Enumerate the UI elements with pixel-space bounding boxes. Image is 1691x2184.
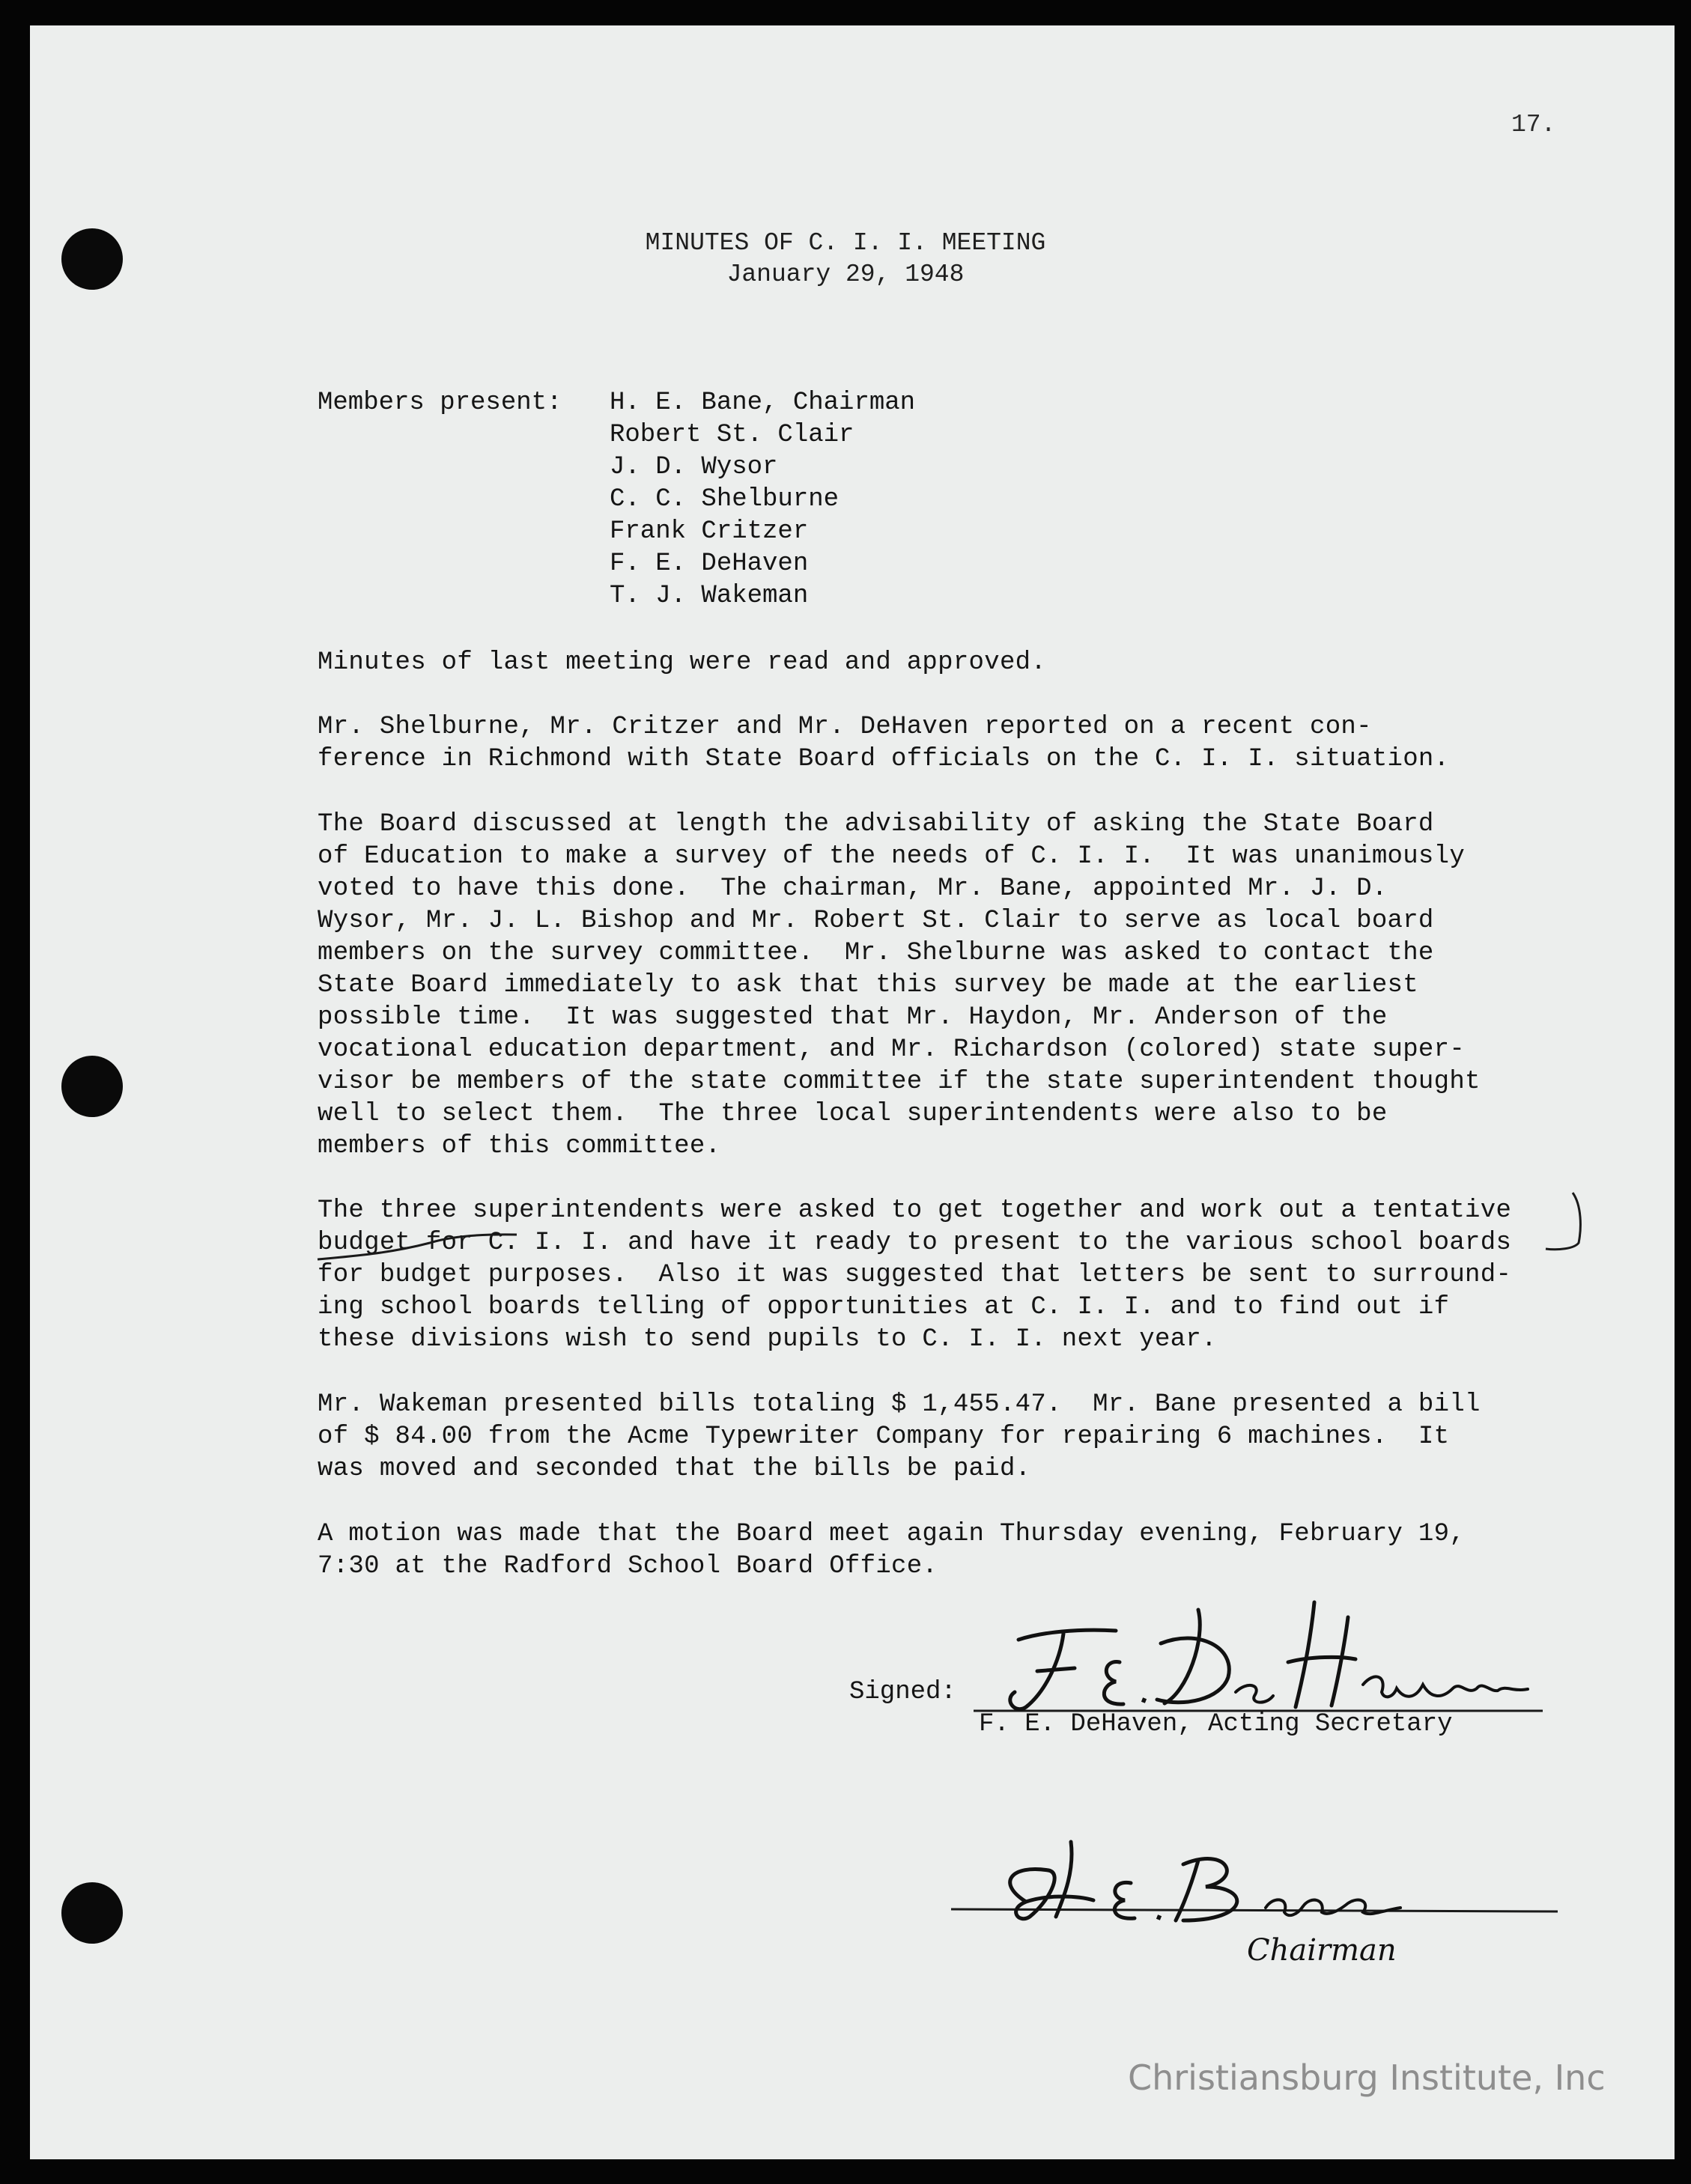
body-line: for budget purposes. Also it was suggested that letters be sent to surround- bbox=[318, 1261, 1512, 1289]
page-number: 17. bbox=[1511, 111, 1556, 139]
body-line: Mr. Shelburne, Mr. Critzer and Mr. DeHaven reported on a recent con- bbox=[318, 713, 1372, 741]
body-line: was moved and seconded that the bills be paid. bbox=[318, 1455, 1031, 1483]
member-name: C. C. Shelburne bbox=[610, 485, 840, 514]
body-line: Wysor, Mr. J. L. Bishop and Mr. Robert St. Clair to serve as local board bbox=[318, 907, 1434, 935]
body-line: possible time. It was suggested that Mr. Haydon, Mr. Anderson of the bbox=[318, 1003, 1388, 1032]
body-line: of Education to make a survey of the needs of C. I. I. It was unanimously bbox=[318, 842, 1466, 871]
body-line: members of this committee. bbox=[318, 1132, 721, 1161]
members-label: Members present: bbox=[318, 389, 562, 417]
body-line: these divisions wish to send pupils to C. I. I. next year. bbox=[318, 1325, 1217, 1354]
watermark: Christiansburg Institute, Inc bbox=[1128, 2057, 1606, 2098]
body-line: ing school boards telling of opportunities at C. I. I. and to find out if bbox=[318, 1293, 1450, 1321]
body-line: The three superintendents were asked to get together and work out a tentative bbox=[318, 1196, 1512, 1225]
member-name: Robert St. Clair bbox=[610, 421, 854, 449]
body-line: 7:30 at the Radford School Board Office. bbox=[318, 1552, 938, 1581]
body-line: members on the survey committee. Mr. Shelburne was asked to contact the bbox=[318, 939, 1434, 967]
body-line: well to select them. The three local superintendents were also to be bbox=[318, 1100, 1388, 1128]
body-line: vocational education department, and Mr. Richardson (colored) state super- bbox=[318, 1035, 1466, 1064]
body-line: voted to have this done. The chairman, Mr. Bane, appointed Mr. J. D. bbox=[318, 874, 1388, 903]
body-line: visor be members of the state committee if the state superintendent thought bbox=[318, 1068, 1481, 1096]
member-name: F. E. DeHaven bbox=[610, 550, 809, 578]
chairman-handwritten-title: Chairman bbox=[1247, 1933, 1397, 1968]
body-line: ference in Richmond with State Board officials on the C. I. I. situation. bbox=[318, 745, 1450, 773]
body-line: The Board discussed at length the advisability of asking the State Board bbox=[318, 810, 1434, 839]
member-name: T. J. Wakeman bbox=[610, 582, 809, 610]
body-line: Mr. Wakeman presented bills totaling $ 1,455.47. Mr. Bane presented a bill bbox=[318, 1390, 1481, 1419]
body-line: of $ 84.00 from the Acme Typewriter Company for repairing 6 machines. It bbox=[318, 1423, 1450, 1451]
body-line: State Board immediately to ask that this survey be made at the earliest bbox=[318, 971, 1418, 1000]
body-line: A motion was made that the Board meet again Thursday evening, February 19, bbox=[318, 1520, 1466, 1548]
body-line: budget for C. I. I. and have it ready to present to the various school boards bbox=[318, 1229, 1512, 1257]
minutes-approved-line: Minutes of last meeting were read and approved. bbox=[318, 648, 1047, 677]
member-name: J. D. Wysor bbox=[610, 453, 778, 481]
signed-label: Signed: bbox=[849, 1678, 956, 1706]
document-title: MINUTES OF C. I. I. MEETING bbox=[645, 229, 1046, 257]
member-name: H. E. Bane, Chairman bbox=[610, 389, 916, 417]
bane-signature-image bbox=[951, 1812, 1565, 1969]
meeting-date: January 29, 1948 bbox=[726, 261, 965, 288]
dehaven-signature-image bbox=[974, 1587, 1558, 1715]
secretary-typed-name: F. E. DeHaven, Acting Secretary bbox=[979, 1710, 1453, 1739]
member-name: Frank Critzer bbox=[610, 517, 809, 546]
